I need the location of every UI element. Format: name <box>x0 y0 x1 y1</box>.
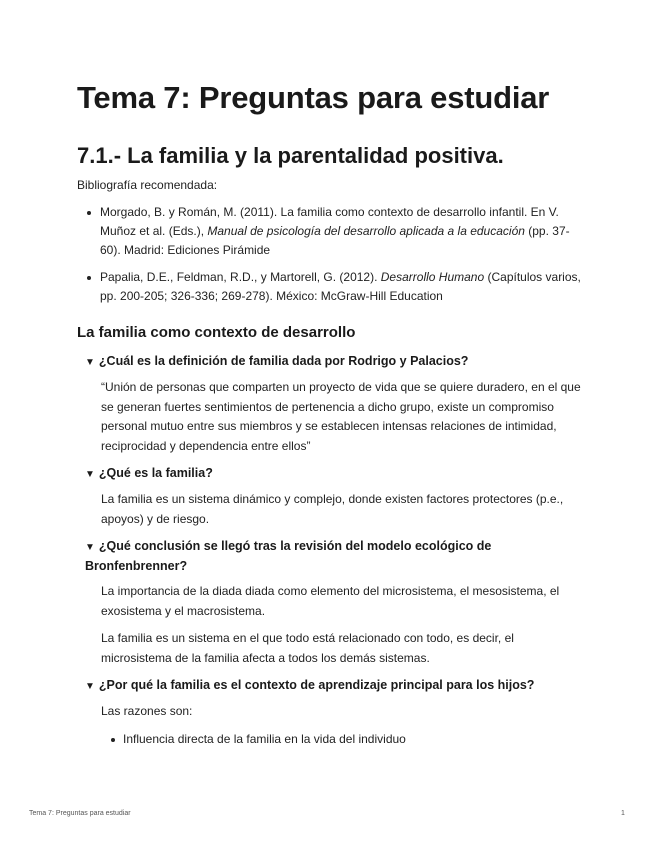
question-text: ¿Cuál es la definición de familia dada por Rodrigo y Palacios? <box>98 354 469 368</box>
question-text: ¿Qué conclusión se llegó tras la revisión del modelo ecológico de Bronfenbrenner? <box>85 539 492 573</box>
answer-bullet: Influencia directa de la familia en la vida del individuo <box>101 730 585 750</box>
answer-bullet-list <box>101 730 585 750</box>
toggle-question[interactable] <box>85 464 585 484</box>
toggle-triangle-icon[interactable]: ▼ <box>85 681 95 692</box>
subsection-heading: La familia como contexto de desarrollo <box>77 324 356 341</box>
page-title: Tema 7: Preguntas para estudiar <box>77 80 550 115</box>
reference-title: Manual de psicología del desarrollo aplicada a la educación <box>207 224 525 238</box>
reference-list <box>77 203 587 314</box>
toggle-question[interactable] <box>85 537 585 576</box>
toggle-block <box>85 352 585 456</box>
reference-item <box>77 268 587 306</box>
answer-paragraph: “Unión de personas que comparten un proyecto de vida que se quiere duradero, en el que se generan fuertes sentimientos de pertenencia a dicho grupo, existe un compromiso personal mutuo entre sus miembros y se establecen intensas relaciones de intimidad, reciprocidad y dependencia entre ellos” <box>101 380 581 453</box>
toggle-triangle-icon[interactable]: ▼ <box>85 357 95 368</box>
section-heading: 7.1.- La familia y la parentalidad positiva. <box>77 143 504 168</box>
toggle-answer <box>85 582 585 668</box>
question-text: ¿Por qué la familia es el contexto de aprendizaje principal para los hijos? <box>98 678 535 692</box>
answer-paragraph: Las razones son: <box>101 704 193 718</box>
reference-item <box>77 203 587 260</box>
toggle-answer <box>85 378 585 456</box>
toggle-question[interactable] <box>85 352 585 372</box>
toggle-block <box>85 676 585 749</box>
toggle-answer <box>85 490 585 529</box>
footer-title: Tema 7: Preguntas para estudiar <box>29 810 131 817</box>
toggle-block <box>85 464 585 529</box>
toggle-list <box>85 352 585 749</box>
reference-title: Desarrollo Humano <box>380 270 485 284</box>
answer-paragraph: La familia es un sistema dinámico y complejo, donde existen factores protectores (p.e., apoyos) y de riesgo. <box>101 492 564 526</box>
reference-text: Morgado, B. y Román, M. (2011). La familia como contexto de desarrollo infantil. En V. Muñoz et al. (Eds.), <box>100 205 559 238</box>
reference-text: Papalia, D.E., Feldman, R.D., y Martorell, G. (2012). <box>100 270 381 284</box>
answer-paragraph: La importancia de la diada diada como elemento del microsistema, el mesosistema, el exosistema y el macrosistema. <box>101 584 560 618</box>
toggle-block <box>85 537 585 668</box>
reference-text: (Capítulos varios, pp. 200-205; 326-336; 269-278). México: McGraw-Hill Education <box>100 270 581 303</box>
page-number: 1 <box>621 810 625 817</box>
answer-paragraph: La familia es un sistema en el que todo está relacionado con todo, es decir, el microsistema de la familia afecta a todos los demás sistemas. <box>101 631 514 665</box>
toggle-answer <box>85 702 585 749</box>
toggle-triangle-icon[interactable]: ▼ <box>85 469 95 480</box>
question-text: ¿Qué es la familia? <box>98 466 213 480</box>
bibliography-label: Bibliografía recomendada: <box>77 178 218 192</box>
toggle-question[interactable] <box>85 676 585 696</box>
toggle-triangle-icon[interactable]: ▼ <box>85 542 95 553</box>
reference-text: (pp. 37-60). Madrid: Ediciones Pirámide <box>100 224 570 257</box>
